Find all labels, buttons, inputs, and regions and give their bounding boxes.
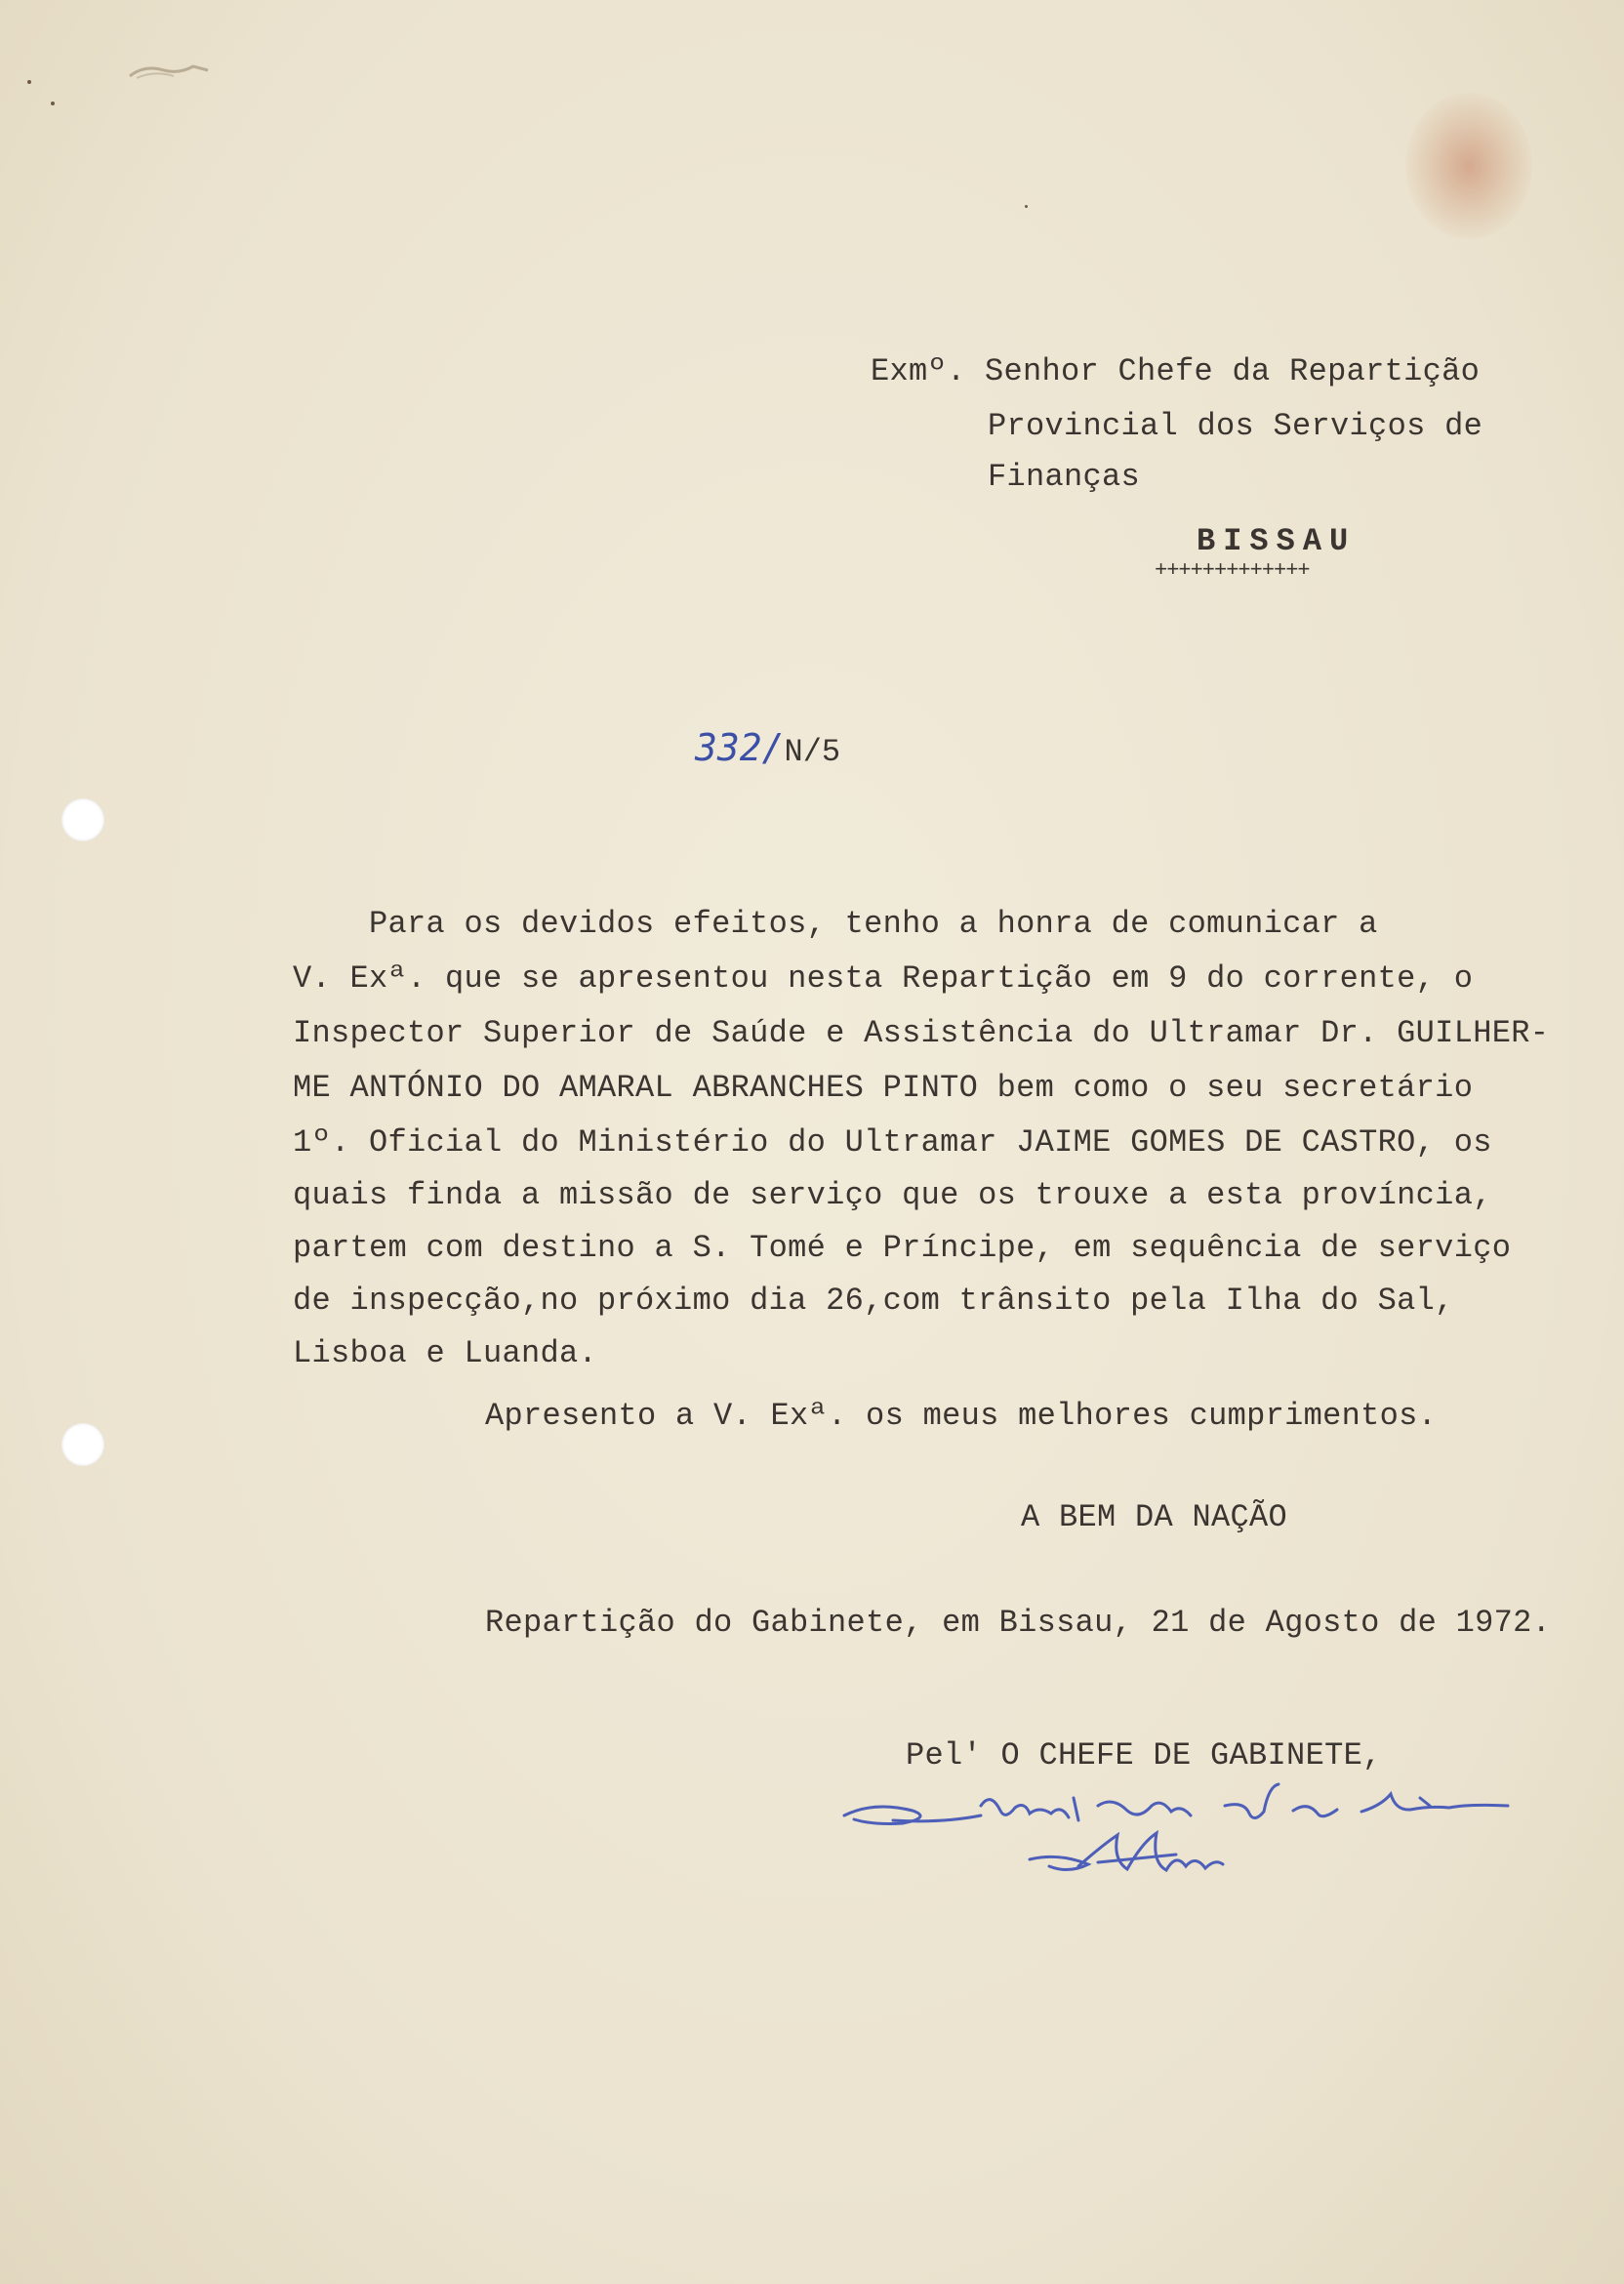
place-and-date: Repartição do Gabinete, em Bissau, 21 de Agosto de 1972. (485, 1605, 1552, 1641)
recipient-city: BISSAU (1197, 523, 1357, 559)
typed-reference-suffix: N/5 (784, 734, 841, 770)
punch-hole-top (61, 798, 104, 841)
body-line: de inspecção,no próximo dia 26,com trânsito pela Ilha do Sal, (293, 1283, 1454, 1319)
rust-stain (1405, 93, 1532, 239)
salutation: A BEM DA NAÇÃO (1021, 1499, 1288, 1535)
paper-tear-mark (125, 61, 213, 84)
body-line: V. Exª. que se apresentou nesta Repartição em 9 do corrente, o (293, 960, 1474, 997)
closing-line: Apresento a V. Exª. os meus melhores cumprimentos. (485, 1398, 1438, 1434)
body-line: quais finda a missão de serviço que os trouxe a esta província, (293, 1177, 1492, 1213)
punch-hole-bottom (61, 1423, 104, 1466)
body-line: Lisboa e Luanda. (293, 1335, 598, 1371)
speck (51, 102, 55, 105)
reference-number (695, 726, 840, 770)
recipient-line-2: Provincial dos Serviços de (988, 408, 1483, 444)
handwritten-reference: 332/ (695, 726, 785, 769)
body-line: Para os devidos efeitos, tenho a honra de comunicar a (293, 906, 1378, 942)
body-line: partem com destino a S. Tomé e Príncipe, em sequência de serviço (293, 1230, 1512, 1266)
signatory-title: Pel' O CHEFE DE GABINETE, (906, 1737, 1382, 1774)
recipient-line-3: Finanças (988, 459, 1141, 495)
body-line: Inspector Superior de Saúde e Assistência do Ultramar Dr. GUILHER- (293, 1015, 1550, 1051)
body-line: 1º. Oficial do Ministério do Ultramar JAIME GOMES DE CASTRO, os (293, 1124, 1492, 1161)
recipient-line-1: Exmº. Senhor Chefe da Repartição (871, 353, 1481, 389)
speck (1025, 205, 1028, 208)
handwritten-signature (834, 1776, 1537, 1903)
body-line: ME ANTÓNIO DO AMARAL ABRANCHES PINTO bem como o seu secretário (293, 1070, 1474, 1106)
speck (27, 80, 31, 84)
city-underline: +++++++++++++ (1155, 558, 1310, 583)
